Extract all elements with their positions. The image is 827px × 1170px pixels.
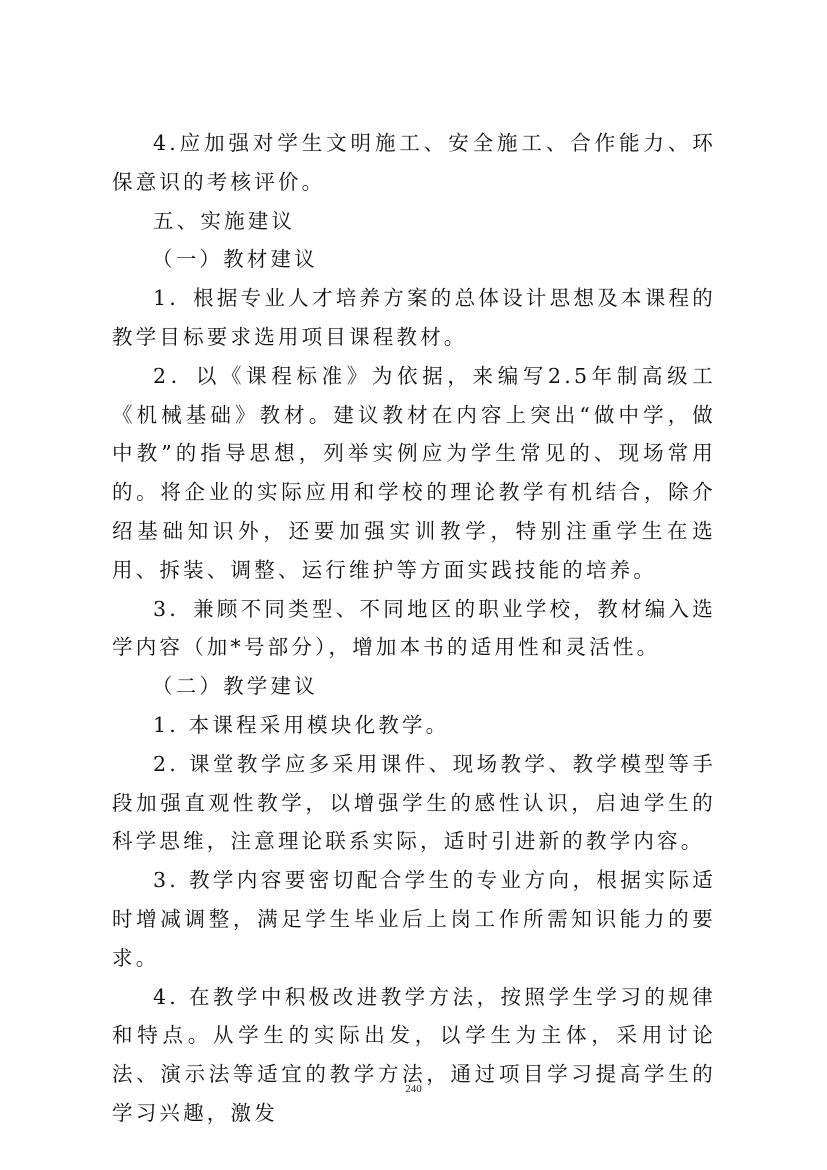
paragraph-textbook-item-3: 3．兼顾不同类型、不同地区的职业学校，教材编入选学内容（加*号部分），增加本书的适用性和灵活性。 [112,596,716,660]
subheading-textbook-suggestions: （一）教材建议 [152,247,318,272]
paragraph-teaching-item-4: 4. 在教学中积极改进教学方法，按照学生学习的规律和特点。从学生的实际出发，以学生为主体，采用讨论法、演示法等适宜的教学方法，通过项目学习提高学生的学习兴趣，激发 [112,984,716,1125]
paragraph-teaching-item-1: 1. 本课程采用模块化教学。 [153,712,450,737]
paragraph-textbook-item-2: 2．以《课程标准》为依据，来编写2.5年制高级工《机械基础》教材。建议教材在内容上突出“做中学，做中教”的指导思想，列举实例应为学生常见的、现场常用的。将企业的实际应用和学校的理论教学有机结合，除介绍基础知识外，还要加强实训教学，特别注重学生在选用、拆装、调整、运行维护等方面实践技能的培养。 [112,363,716,582]
paragraph-teaching-item-2: 2. 课堂教学应多采用课件、现场教学、教学模型等手段加强直观性教学，以增强学生的感性认识，启迪学生的科学思维，注意理论联系实际，适时引进新的教学内容。 [112,751,716,854]
paragraph-teaching-item-3: 3. 教学内容要密切配合学生的专业方向，根据实际适时增减调整，满足学生毕业后上岗工作所需知识能力的要求。 [112,868,716,970]
subheading-teaching-suggestions: （二）教学建议 [152,674,318,699]
document-body [112,124,716,1133]
paragraph-assessment-item-4: 4.应加强对学生文明施工、安全施工、合作能力、环保意识的考核评价。 [112,131,716,194]
paragraph-textbook-item-1: 1．根据专业人才培养方案的总体设计思想及本课程的教学目标要求选用项目课程教材。 [112,286,716,349]
section-heading-implementation: 五、实施建议 [153,208,296,233]
page-number: 240 [405,1083,422,1095]
